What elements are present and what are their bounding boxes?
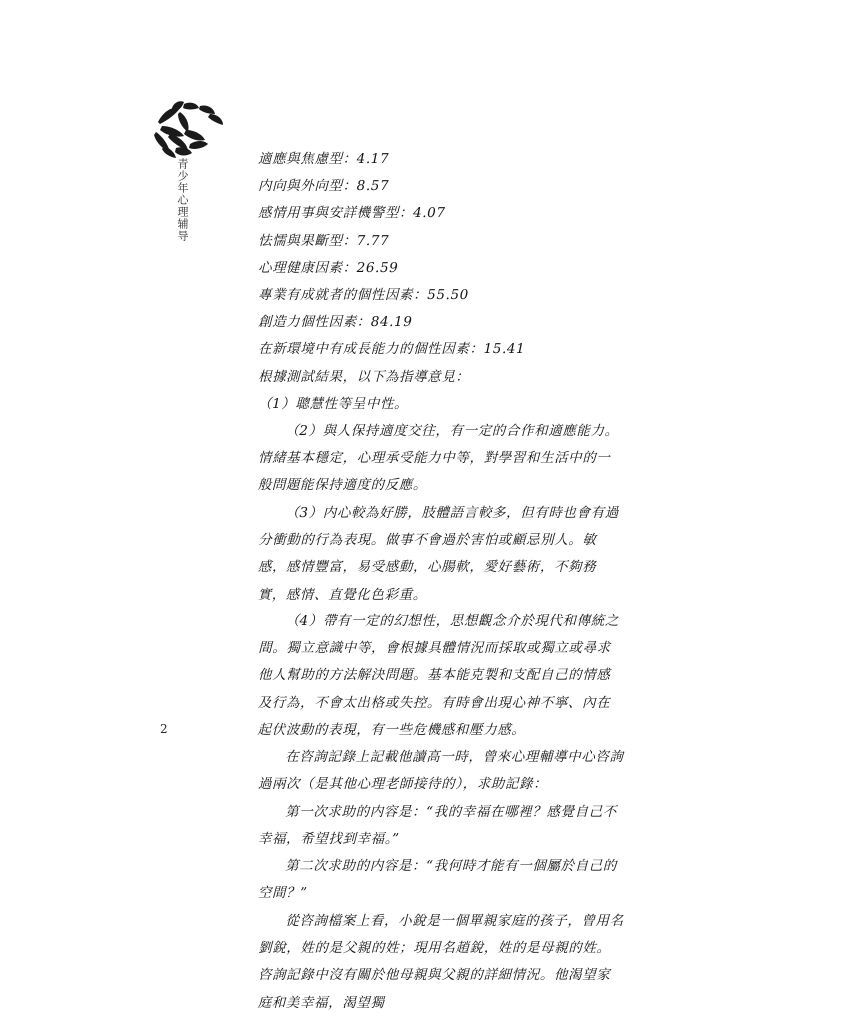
body-paragraph: 第二次求助的内容是：“我何時才能有一個屬於自己的空間？” xyxy=(257,858,618,902)
plant-leaf-ornament-icon xyxy=(150,100,228,160)
body-line: 内向與外向型：8.57 xyxy=(257,178,390,195)
page-number: 2 xyxy=(160,722,168,736)
body-paragraph: （4）帶有一定的幻想性，思想觀念介於現代和傳統之間。獨立意識中等，會根據具體情況而採取或獨立或尋求他人幫助的方法解決問題。基本能克製和支配自己的情感及行為，不會太出格或失控。有時會出現心神不寧、內在起伏波動的表現，有一些危機感和壓力感。 xyxy=(257,613,620,739)
body-line: 根據測試結果，以下為指導意見： xyxy=(257,368,470,385)
body-line: 專業有成就者的個性因素：55.50 xyxy=(257,287,469,304)
body-paragraph: 在咨詢記錄上記載他讀高一時，曾來心理輔導中心咨詢過兩次（是其他心理老師接待的），求助記錄： xyxy=(257,749,624,793)
body-text-column xyxy=(258,146,624,1017)
body-line: 怯懦與果斷型：7.77 xyxy=(257,232,390,249)
body-line: 心理健康因素：26.59 xyxy=(257,259,399,276)
body-paragraph: 從咨詢檔案上看，小銳是一個單親家庭的孩子，曾用名劉銳，姓的是父親的姓；現用名趙銳，姓的是母親的姓。咨詢記錄中沒有關於他母親與父親的詳細情況。他渴望家庭和美幸福，渴望獨 xyxy=(257,912,624,1011)
series-title: 青少年心理辅导 xyxy=(176,158,189,242)
body-paragraph: （2）與人保持適度交往，有一定的合作和適應能力。情緒基本穩定，心理承受能力中等，對學習和生活中的一般問題能保持適度的反應。 xyxy=(257,423,619,494)
body-line: 在新環境中有成長能力的個性因素：15.41 xyxy=(257,341,526,358)
body-line: 適應與焦慮型：4.17 xyxy=(257,151,390,167)
body-line: （1）聰慧性等呈中性。 xyxy=(257,395,409,412)
body-paragraph: 第一次求助的内容是：“我的幸福在哪裡？感覺自己不幸福，希望找到幸福。” xyxy=(257,803,618,848)
body-line: 創造力個性因素：84.19 xyxy=(257,314,413,331)
body-line: 感情用事與安詳機警型：4.07 xyxy=(257,205,446,222)
body-paragraph: （3）内心較為好勝，肢體語言較多，但有時也會有過分衝動的行為表現。做事不會過於害怕或顧忌別人。敏感，感情豐富，易受感動，心腸軟，愛好藝術，不夠務實，感情、直覺化色彩重。 xyxy=(257,504,619,603)
